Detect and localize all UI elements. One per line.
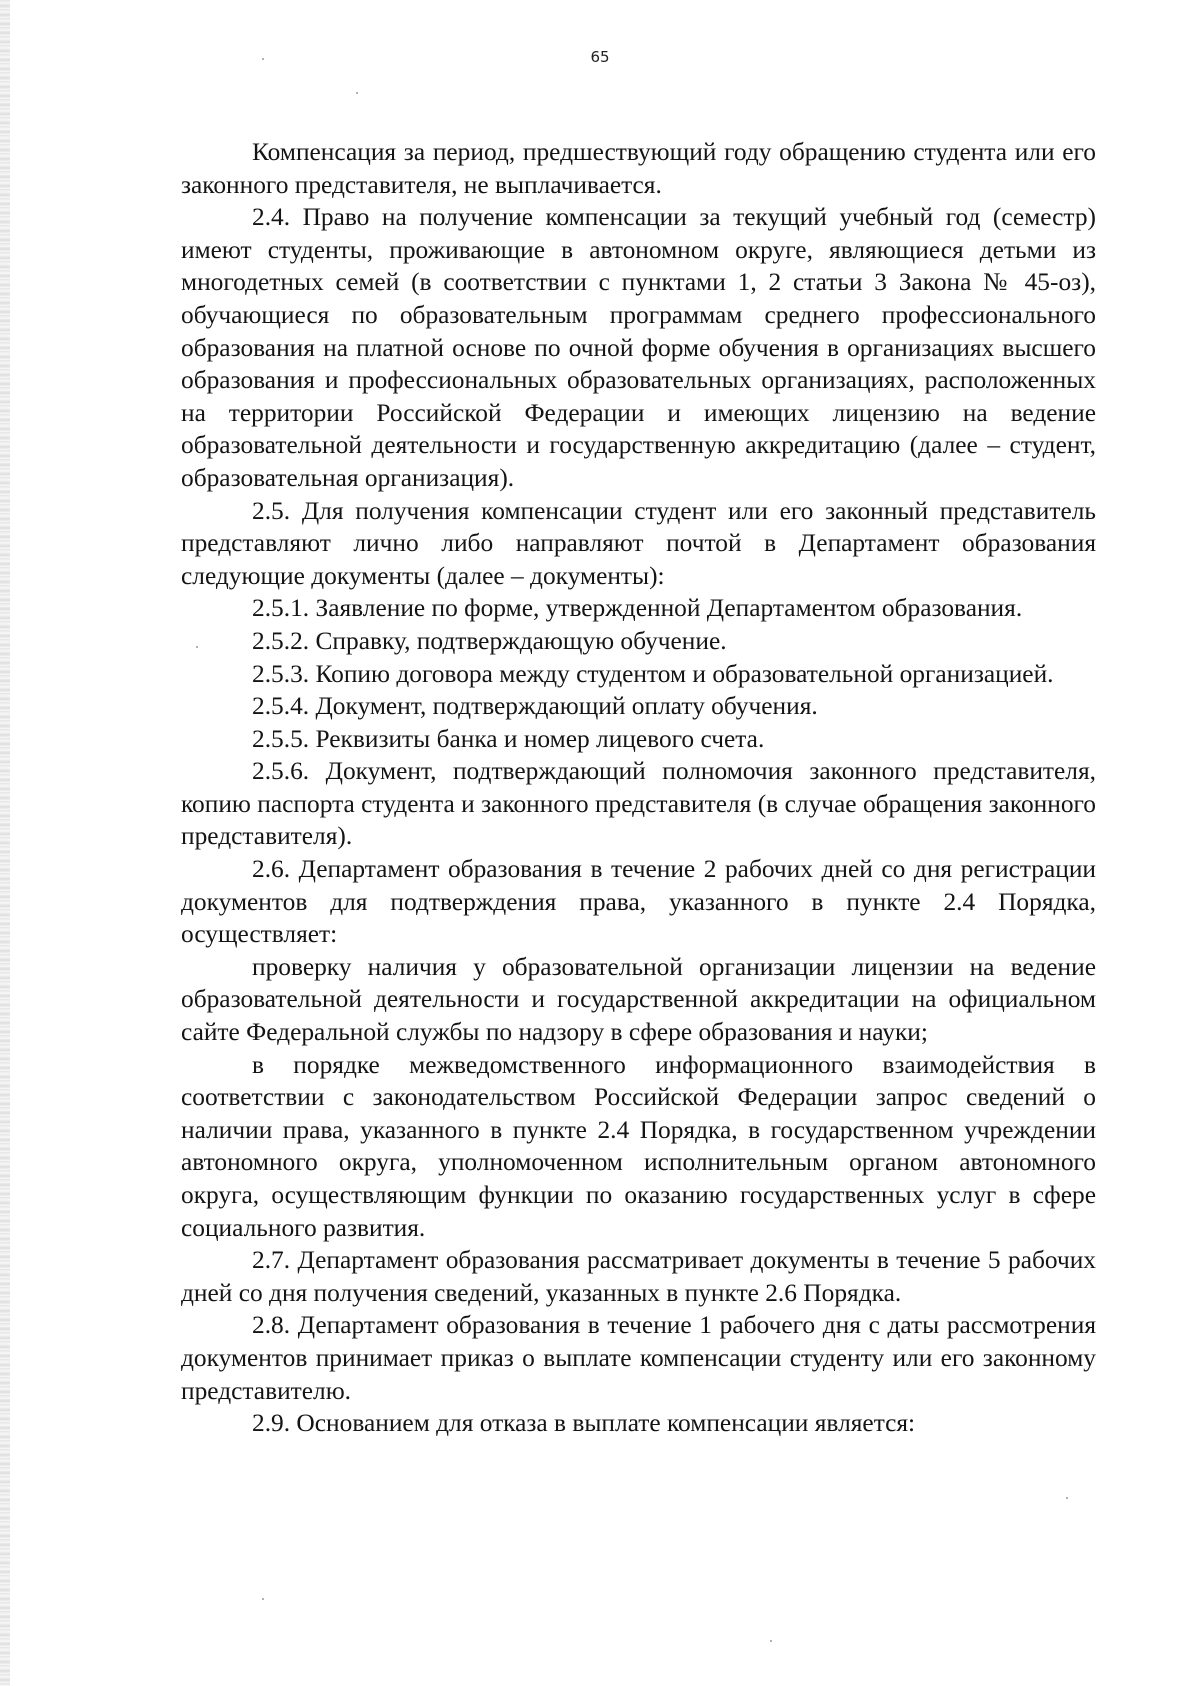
paragraph-interagency-request: в порядке межведомственного информационного взаимодействия в соответствии с законодательством Российской Федерации запрос сведений о наличии права, указанного в пункте 2.4 Порядка, в государственном учреждении автономного округа, уполномоченном исполнительным органом автономного округа, осуществляющим функции по оказанию государственных услуг в сфере социального развития. [181, 1050, 1096, 1242]
scan-speck [262, 58, 264, 60]
paragraph-license-check: проверку наличия у образовательной организации лицензии на ведение образовательной деятельности и государственной аккредитации на официальном сайте Федеральной службы по надзору в сфере образования и науки; [181, 952, 1096, 1047]
paragraph-2-5: 2.5. Для получения компенсации студент или его законный представитель представляют лично либо направляют почтой в Департамент образования следующие документы (далее – документы): [181, 496, 1096, 590]
paragraph-compensation-period: Компенсация за период, предшествующий году обращению студента или его законного представителя, не выплачивается. [181, 138, 1096, 199]
paragraph-2-4: 2.4. Право на получение компенсации за текущий учебный год (семестр) имеют студенты, проживающие в автономном округе, являющиеся детьми из многодетных семей (в соответствии с пунктами 1, 2 статьи 3 Закона № 45-оз), обучающиеся по образовательным программам среднего профессионального образования на платной основе по очной форме обучения в организациях высшего образования и профессиональных образовательных организациях, расположенных на территории Российской Федерации и имеющих лицензию на ведение образовательной деятельности и государственную аккредитацию (далее – студент, образовательная организация). [181, 203, 1096, 492]
paragraph-2-6: 2.6. Департамент образования в течение 2 рабочих дней со дня регистрации документов для подтверждения права, указанного в пункте 2.4 Порядка, осуществляет: [181, 855, 1096, 949]
paragraph-2-5-5: 2.5.5. Реквизиты банка и номер лицевого счета. [252, 724, 765, 753]
scan-speck [770, 1640, 772, 1642]
scan-speck [356, 92, 358, 94]
scan-speck [262, 1598, 264, 1600]
scan-speck [196, 646, 198, 648]
page-number: 65 [590, 48, 610, 66]
paragraph-2-8: 2.8. Департамент образования в течение 1 рабочего дня с даты рассмотрения документов принимает приказ о выплате компенсации студенту или его законному представителю. [181, 1311, 1096, 1405]
paragraph-2-5-1: 2.5.1. Заявление по форме, утвержденной Департаментом образования. [252, 594, 1023, 623]
scan-speck [1066, 1497, 1068, 1499]
paragraph-2-5-2: 2.5.2. Справку, подтверждающую обучение. [252, 626, 727, 655]
paragraph-2-5-6: 2.5.6. Документ, подтверждающий полномочия законного представителя, копию паспорта студента и законного представителя (в случае обращения законного представителя). [181, 757, 1096, 851]
paragraph-2-5-4: 2.5.4. Документ, подтверждающий оплату обучения. [252, 692, 818, 721]
paragraph-2-5-3: 2.5.3. Копию договора между студентом и образовательной организацией. [252, 659, 1054, 688]
paragraph-2-9: 2.9. Основанием для отказа в выплате компенсации является: [252, 1409, 916, 1438]
document-body [181, 136, 1096, 1440]
scan-edge [0, 0, 10, 1686]
paragraph-2-7: 2.7. Департамент образования рассматривает документы в течение 5 рабочих дней со дня получения сведений, указанных в пункте 2.6 Порядка. [181, 1246, 1096, 1307]
